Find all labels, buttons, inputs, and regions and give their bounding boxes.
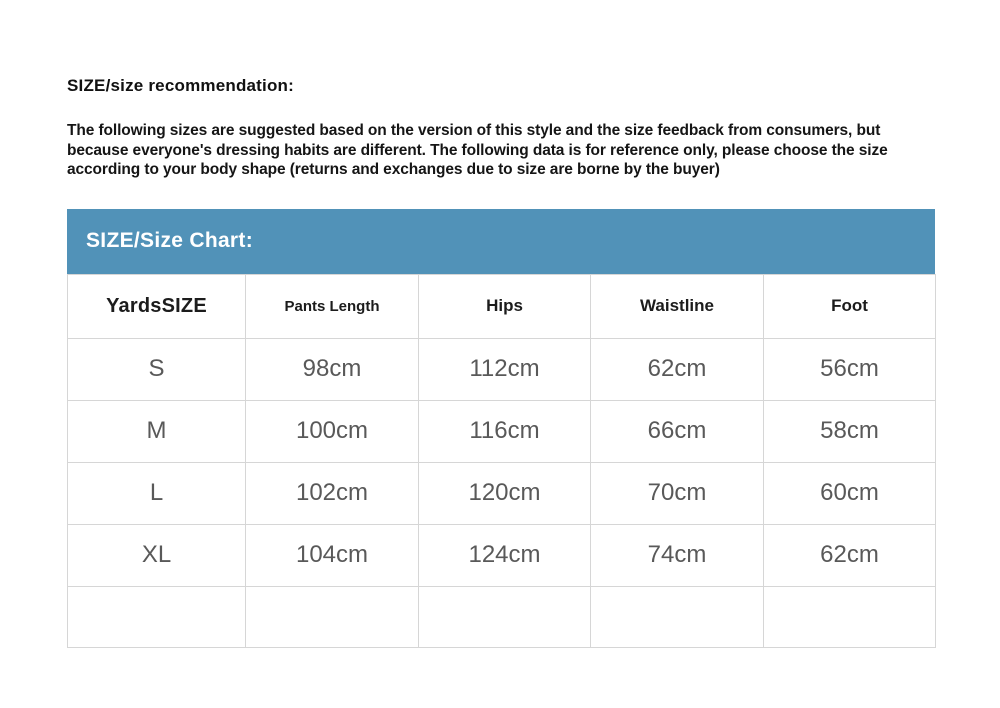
size-chart-title: SIZE/Size Chart: — [86, 229, 253, 252]
column-header-pants-length: Pants Length — [246, 274, 419, 338]
size-disclaimer-text: The following sizes are suggested based on the version of this style and the size feedback from consumers, but because everyone's dressing habits are different. The following data is for reference only, please choose the size according to your body shape (returns and exchanges due to size are borne by the buyer) — [67, 122, 888, 178]
cell-empty — [591, 586, 764, 647]
size-chart-table — [67, 274, 936, 648]
cell-foot: 60cm — [764, 462, 936, 524]
cell-pants-length: 104cm — [246, 524, 419, 586]
cell-foot: 56cm — [764, 338, 936, 400]
size-chart-section — [67, 209, 935, 648]
cell-waistline: 74cm — [591, 524, 764, 586]
table-row-m — [68, 400, 936, 462]
cell-pants-length: 102cm — [246, 462, 419, 524]
table-row-xl — [68, 524, 936, 586]
table-row-l — [68, 462, 936, 524]
column-header-waistline: Waistline — [591, 274, 764, 338]
cell-empty — [246, 586, 419, 647]
cell-hips: 124cm — [419, 524, 591, 586]
cell-hips: 116cm — [419, 400, 591, 462]
size-table-header-row — [68, 274, 936, 338]
table-row-s — [68, 338, 936, 400]
cell-hips: 112cm — [419, 338, 591, 400]
table-row-empty — [68, 586, 936, 647]
size-chart-title-bar — [67, 209, 935, 274]
cell-waistline: 66cm — [591, 400, 764, 462]
cell-empty — [419, 586, 591, 647]
cell-pants-length: 100cm — [246, 400, 419, 462]
cell-empty — [68, 586, 246, 647]
column-header-hips: Hips — [419, 274, 591, 338]
cell-waistline: 62cm — [591, 338, 764, 400]
cell-foot: 58cm — [764, 400, 936, 462]
cell-hips: 120cm — [419, 462, 591, 524]
cell-size: XL — [68, 524, 246, 586]
column-header-yards-size: YardsSIZE — [68, 274, 246, 338]
cell-size: L — [68, 462, 246, 524]
cell-empty — [764, 586, 936, 647]
cell-size: M — [68, 400, 246, 462]
cell-waistline: 70cm — [591, 462, 764, 524]
cell-pants-length: 98cm — [246, 338, 419, 400]
cell-size: S — [68, 338, 246, 400]
size-recommendation-heading: SIZE/size recommendation: — [67, 76, 294, 95]
column-header-foot: Foot — [764, 274, 936, 338]
cell-foot: 62cm — [764, 524, 936, 586]
